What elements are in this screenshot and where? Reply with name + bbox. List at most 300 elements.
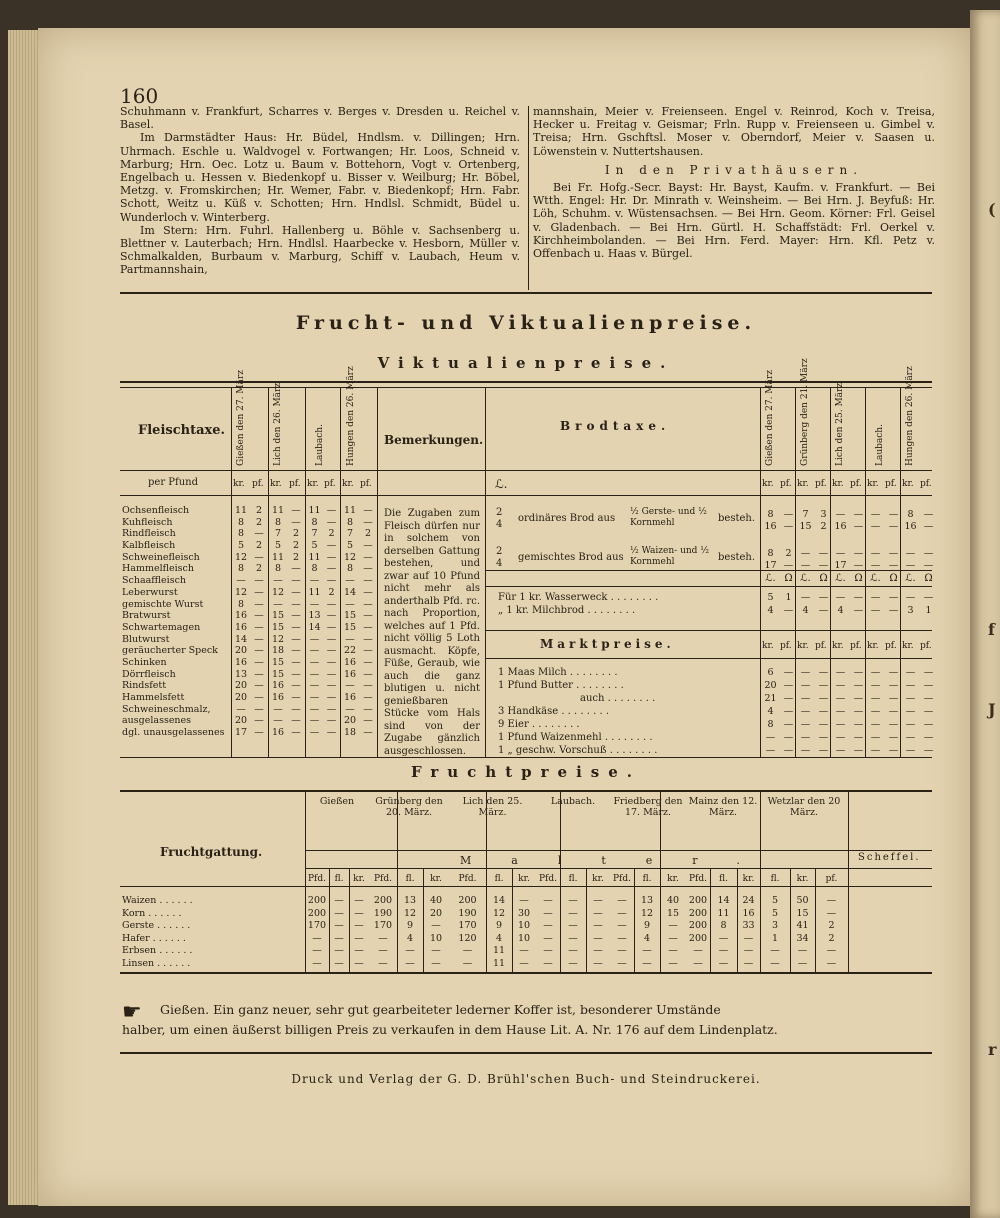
fleisch-value: 2: [255, 516, 263, 528]
frucht-value: —: [593, 945, 603, 956]
markt-empty: —: [835, 706, 846, 717]
frucht-value: —: [826, 907, 837, 919]
markt-empty: —: [853, 680, 864, 691]
loth-unit-mark: Ω: [819, 573, 828, 584]
fleisch-value: 5: [311, 540, 318, 552]
markt-empty: —: [818, 680, 829, 691]
frucht-value: —: [354, 957, 364, 969]
frucht-value: —: [378, 957, 388, 969]
frucht-value: —: [770, 945, 780, 956]
frucht-item-label: Korn . . . . . .: [122, 907, 182, 919]
markt-empty: —: [923, 667, 934, 678]
frucht-value: 190: [373, 907, 393, 919]
fleisch-value: —: [291, 575, 301, 587]
fleisch-value: —: [254, 680, 264, 692]
brot-mix: ½ Gerste- und ½ Kornmehl: [630, 507, 707, 528]
frucht-value: —: [405, 945, 415, 956]
brot-qty: 2: [496, 507, 503, 518]
kr-label: kr.: [342, 479, 354, 489]
brot-extra-text: Für 1 kr. Wasserweck: [498, 592, 608, 603]
brot-value: —: [818, 605, 829, 616]
left-text-column: [120, 105, 520, 277]
fleisch-value: —: [273, 703, 283, 715]
fleisch-value: 11: [271, 551, 285, 563]
brot-value: 8: [767, 509, 774, 520]
pf-label: pf.: [289, 479, 301, 489]
fleisch-value: 8: [237, 516, 245, 528]
brot-value: 2: [785, 548, 792, 559]
fleisch-value: 12: [234, 551, 248, 563]
markt-empty: —: [800, 719, 811, 730]
brot-value: 1: [785, 592, 792, 603]
pf-label: pf.: [885, 641, 897, 651]
fleisch-value: 11: [343, 505, 357, 516]
fleisch-item: Schinken: [122, 656, 167, 668]
brot-mix: ½ Waizen- und ½ Kornmehl: [630, 546, 710, 567]
frucht-item-label: Hafer . . . . . .: [122, 932, 186, 944]
fleisch-value: 5: [274, 540, 282, 552]
frucht-value: —: [354, 920, 364, 931]
brot-value: —: [783, 605, 794, 616]
frucht-value: 12: [492, 907, 506, 919]
markt-value: 6: [767, 667, 774, 678]
frucht-value: —: [826, 945, 837, 956]
brot-value: —: [905, 548, 916, 559]
frucht-town-header: Gießen: [319, 796, 355, 807]
frucht-value: —: [593, 957, 603, 969]
fleisch-value: —: [291, 621, 301, 633]
fleisch-value: 11: [308, 586, 321, 598]
pf-label: pf.: [780, 641, 792, 651]
frucht-value: —: [617, 907, 627, 919]
fleisch-value: —: [363, 621, 373, 633]
brot-value: —: [870, 605, 881, 616]
value-column: [287, 505, 305, 739]
fleisch-item: Kuhfleisch: [122, 516, 173, 528]
fleisch-value: 16: [343, 656, 357, 668]
frucht-sub-header: kr.: [353, 874, 365, 884]
paragraph: Schuhmann v. Frankfurt, Scharres v. Berges v. Dresden u. Reichel v. Basel.: [120, 105, 520, 132]
markt-empty: —: [870, 745, 881, 756]
frucht-value: —: [543, 907, 553, 919]
brot-value: —: [818, 548, 829, 559]
fleisch-value: —: [363, 668, 373, 680]
frucht-value: —: [543, 895, 553, 906]
frucht-sub-header: Pfd.: [612, 874, 631, 884]
fleisch-value: —: [309, 645, 320, 657]
frucht-value: —: [568, 932, 578, 944]
brot-value: —: [783, 560, 794, 571]
fleisch-value: —: [363, 575, 373, 587]
fleisch-value: —: [363, 727, 373, 739]
fleisch-value: —: [273, 715, 283, 727]
col-divider: [377, 388, 378, 757]
frucht-value: 4: [406, 932, 414, 944]
pf-label: pf.: [780, 479, 792, 489]
frucht-value: 13: [403, 895, 417, 906]
fleisch-value: —: [363, 656, 373, 668]
pf-label: pf.: [815, 479, 827, 489]
facing-page-edge: [970, 10, 1000, 1218]
frucht-value: —: [354, 907, 364, 919]
fleisch-value: —: [326, 540, 337, 552]
frucht-value: —: [797, 945, 808, 956]
frucht-value: 5: [771, 907, 779, 919]
brot-label: gemischtes Brod aus: [518, 552, 624, 563]
fleisch-value: —: [254, 668, 264, 680]
right-text-column: [533, 105, 935, 260]
brot-label: ordinäres Brod aus: [518, 513, 616, 524]
markt-empty: —: [905, 719, 916, 730]
frucht-value: —: [334, 895, 344, 906]
markt-value: —: [783, 667, 794, 678]
fleisch-value: —: [309, 703, 320, 715]
frucht-value: —: [543, 945, 553, 956]
frucht-value: —: [718, 957, 729, 969]
frucht-value: 2: [828, 932, 835, 944]
fleisch-value: 2: [255, 563, 263, 575]
frucht-sub-header: Pfd.: [373, 874, 392, 884]
frucht-sub-header: fl.: [770, 874, 780, 884]
fleisch-value: 12: [234, 586, 248, 598]
markt-empty: —: [905, 732, 916, 743]
kr-label: kr.: [233, 479, 245, 489]
frucht-town-header: Lich den 25. März.: [462, 796, 523, 818]
fleisch-item: Schweinefleisch: [122, 551, 200, 563]
brot-value: —: [818, 560, 829, 571]
markt-row-label: 1 Maas Milch . . . . . . . .: [498, 667, 618, 678]
imprint-footer: Druck und Verlag der G. D. Brühl'schen Buch- und Steindruckerei.: [291, 1072, 761, 1086]
fleisch-item-list: [122, 505, 230, 739]
paragraph: Im Stern: Hrn. Fuhrl. Hallenberg u. Böhle v. Sachsenberg u. Blettner v. Lauterbach; Hrn. Hndlsl. Haarbecke v. Hesborn, Müller v. Schmalkalden, Burbaum v. Marburg, Schiff v. Laubach, Heum v. Partmannshain,: [120, 223, 520, 277]
brodtaxe-header: Brodtaxe.: [560, 419, 671, 433]
markt-row-label: auch . . . . . . . .: [580, 693, 656, 704]
marktpreise-header: Marktpreise.: [540, 637, 675, 651]
fleisch-value: —: [291, 633, 301, 645]
frucht-value: —: [617, 932, 627, 944]
markt-row-label: 1 „ geschw. Vorschuß . . . . . . . .: [498, 745, 658, 756]
fleisch-value: 2: [292, 528, 300, 540]
kr-label: kr.: [307, 479, 319, 489]
fleisch-value: 8: [346, 516, 354, 528]
fleisch-item: Blutwurst: [122, 633, 170, 645]
frucht-value: —: [354, 945, 364, 956]
markt-value: —: [765, 732, 776, 743]
frucht-value: —: [668, 920, 678, 931]
frucht-sub-header: kr.: [518, 874, 530, 884]
frucht-sub-header: Pfd.: [688, 874, 707, 884]
fleisch-value: —: [363, 610, 373, 622]
pf-label: pf.: [360, 479, 372, 489]
markt-row-label: 3 Handkäse . . . . . . . .: [498, 706, 609, 717]
fleisch-value: —: [309, 715, 320, 727]
column-divider: [528, 106, 529, 290]
frucht-value: —: [593, 920, 603, 931]
brot-suffix: besteh.: [718, 552, 756, 563]
frucht-value: —: [519, 957, 529, 969]
fleisch-value: —: [291, 680, 301, 692]
brot-extra-label: Für 1 kr. Wasserweck . . . . . . . .: [498, 592, 659, 603]
frucht-value: —: [797, 957, 808, 969]
fleisch-value: 12: [271, 586, 285, 598]
markt-empty: —: [835, 719, 846, 730]
frucht-value: —: [718, 932, 729, 944]
fleisch-value: —: [254, 575, 264, 587]
frucht-value: —: [668, 957, 678, 969]
fleisch-value: —: [254, 727, 264, 739]
fleisch-value: 7: [346, 528, 354, 540]
loth-unit-mark: Ω: [924, 573, 933, 584]
loth-unit-mark: Ω: [784, 573, 793, 584]
value-column: [341, 505, 359, 739]
brot-value: 2: [820, 521, 827, 532]
fleisch-item: geräucherter Speck: [122, 645, 218, 657]
pf-label: pf.: [920, 641, 932, 651]
markt-label-text: 1 Maas Milch: [498, 667, 567, 678]
markt-empty: —: [818, 745, 829, 756]
fleisch-value: —: [254, 703, 264, 715]
frucht-value: 170: [307, 920, 327, 931]
brot-value: —: [888, 521, 899, 532]
brot-value: 16: [904, 521, 917, 532]
frucht-value: 16: [742, 907, 755, 919]
frucht-sub-header: fl.: [568, 874, 578, 884]
frucht-value: 15: [666, 907, 680, 919]
frucht-town-header: Mainz den 12. März.: [688, 796, 758, 818]
notice-line: halber, um einen äußerst billigen Preis zu verkaufen in dem Hause Lit. A. Nr. 176 auf dem Lindenplatz.: [122, 1022, 778, 1037]
fleisch-value: 16: [271, 727, 285, 739]
header-bottom-rule: [120, 886, 932, 887]
markt-value: —: [783, 680, 794, 691]
facing-page-fragment: f: [988, 620, 995, 639]
town-header: Gießen den 27. März: [765, 370, 775, 466]
brot-value: —: [870, 509, 881, 520]
markt-empty: —: [923, 719, 934, 730]
kr-label: kr.: [762, 641, 774, 651]
frucht-value: —: [617, 920, 627, 931]
markt-empty: —: [835, 680, 846, 691]
pf-label: pf.: [920, 479, 932, 489]
fleisch-value: 18: [271, 645, 285, 657]
frucht-value: 200: [688, 907, 708, 919]
markt-value: 21: [764, 693, 777, 704]
brot-value: —: [818, 592, 829, 603]
frucht-value: 10: [429, 932, 443, 944]
fleisch-value: —: [236, 703, 246, 715]
frucht-value: 4: [643, 932, 651, 944]
main-title: Frucht- und Viktualienpreise.: [295, 312, 757, 334]
frucht-value: 10: [517, 932, 531, 944]
per-pfund-label: per Pfund: [148, 477, 198, 488]
frucht-value: 14: [717, 895, 730, 906]
fleisch-item: ausgelassenes: [122, 715, 192, 727]
fleisch-value: 11: [271, 505, 285, 516]
frucht-value: 200: [458, 895, 477, 906]
fleisch-value: 15: [271, 668, 285, 680]
frucht-value: —: [568, 895, 578, 906]
brot-value: —: [870, 560, 881, 571]
frucht-value: 4: [495, 932, 503, 944]
frucht-value: 9: [495, 920, 503, 931]
bemerkungen-header: Bemerkungen.: [384, 433, 484, 447]
brot-qty: 4: [496, 519, 503, 530]
fleisch-value: —: [254, 528, 264, 540]
fleisch-value: —: [326, 656, 337, 668]
fleisch-value: 11: [234, 505, 248, 516]
markt-empty: —: [870, 693, 881, 704]
row-rule: [485, 658, 932, 659]
fleisch-value: —: [309, 656, 320, 668]
frucht-value: —: [312, 945, 322, 956]
fleisch-value: —: [363, 692, 373, 703]
brot-value: —: [783, 509, 794, 520]
frucht-value: 170: [373, 920, 393, 931]
fleisch-value: —: [254, 633, 264, 645]
fleisch-item: Kalbfleisch: [122, 540, 176, 552]
kr-label: kr.: [270, 479, 282, 489]
fleisch-value: 2: [364, 528, 372, 540]
facing-page-fragment: (: [988, 200, 996, 219]
fleisch-value: —: [326, 598, 337, 610]
pf-label: pf.: [252, 479, 264, 489]
town-header: Hungen den 26. März: [346, 366, 356, 466]
kr-label: kr.: [797, 479, 809, 489]
markt-empty: —: [888, 693, 899, 704]
frucht-value: —: [462, 945, 473, 956]
fleisch-value: 16: [271, 680, 285, 692]
frucht-item-label: Erbsen . . . . . .: [122, 945, 193, 956]
markt-empty: —: [835, 693, 846, 704]
fleisch-value: —: [309, 727, 320, 739]
fleisch-value: 15: [271, 656, 285, 668]
fleisch-value: 2: [292, 540, 300, 552]
fleisch-value: 16: [343, 668, 357, 680]
brot-value: —: [923, 560, 934, 571]
markt-empty: —: [905, 680, 916, 691]
frucht-value: —: [462, 957, 473, 969]
frucht-value: 40: [429, 895, 443, 906]
fleisch-value: 8: [274, 516, 282, 528]
markt-empty: —: [905, 745, 916, 756]
markt-empty: —: [870, 719, 881, 730]
fleisch-value: —: [326, 516, 337, 528]
frucht-value: 9: [406, 920, 414, 931]
town-header: Gießen den 27. März: [236, 370, 246, 466]
frucht-value: 200: [688, 920, 708, 931]
brot-value: —: [923, 509, 934, 520]
frucht-sub-header: Pfd.: [458, 874, 477, 884]
frucht-value: 200: [307, 895, 327, 906]
fleisch-value: 7: [274, 528, 282, 540]
fleisch-value: 12: [343, 551, 357, 563]
loth-symbol: ℒ.: [495, 477, 508, 491]
frucht-value: 120: [458, 932, 477, 944]
frucht-sub-header: fl.: [642, 874, 652, 884]
frucht-value: —: [743, 957, 754, 969]
fleisch-value: 2: [255, 540, 263, 552]
fleisch-item: Schweineschmalz,: [122, 703, 211, 715]
markt-empty: —: [800, 693, 811, 704]
markt-empty: —: [835, 732, 846, 743]
fleisch-value: —: [291, 586, 301, 598]
frucht-value: 34: [796, 932, 809, 944]
frucht-value: 50: [796, 895, 809, 906]
brot-qty: 4: [496, 558, 503, 569]
brot-value: —: [835, 548, 846, 559]
frucht-value: —: [354, 895, 364, 906]
frucht-value: —: [617, 945, 627, 956]
value-column: [359, 505, 377, 739]
fleisch-item: Schaaffleisch: [122, 575, 187, 587]
frucht-value: —: [354, 932, 364, 944]
frucht-value: —: [431, 957, 441, 969]
fleisch-value: 22: [343, 645, 357, 657]
fleisch-value: —: [345, 703, 355, 715]
kr-label: kr.: [867, 641, 879, 651]
fleischtaxe-header: Fleischtaxe.: [138, 423, 226, 438]
fleisch-value: 8: [274, 563, 282, 575]
page-stack-left-edge: [8, 30, 40, 1205]
markt-empty: —: [853, 667, 864, 678]
frucht-item-label: Linsen . . . . . .: [122, 957, 191, 969]
brot-value: —: [888, 605, 899, 616]
markt-empty: —: [835, 745, 846, 756]
markt-row-label: 1 Pfund Waizenmehl . . . . . . . .: [498, 732, 653, 743]
markt-empty: —: [818, 719, 829, 730]
fruchtgattung-header: Fruchtgattung.: [160, 845, 263, 859]
col-divider: [760, 388, 761, 757]
fleisch-value: 16: [234, 656, 248, 668]
frucht-value: —: [405, 957, 415, 969]
markt-value: —: [765, 745, 776, 756]
fleisch-value: —: [326, 703, 337, 715]
fleisch-value: —: [363, 703, 373, 715]
fleisch-value: 17: [234, 727, 248, 739]
viktualien-title: Viktualienpreise.: [377, 354, 675, 372]
markt-empty: —: [853, 745, 864, 756]
fleisch-value: —: [363, 505, 373, 516]
frucht-value: 33: [742, 920, 755, 931]
frucht-value: —: [378, 932, 388, 944]
loth-unit-mark: ℒ.: [765, 573, 776, 584]
brot-value: 1: [925, 605, 932, 616]
brot-value: 7: [802, 509, 809, 520]
fleisch-value: 8: [311, 563, 318, 575]
fleisch-value: —: [254, 656, 264, 668]
markt-empty: —: [905, 693, 916, 704]
markt-empty: —: [818, 667, 829, 678]
markt-empty: —: [870, 667, 881, 678]
fleisch-value: —: [326, 727, 337, 739]
brot-value: 4: [767, 605, 774, 616]
frucht-value: 200: [688, 895, 708, 906]
fleisch-value: 2: [292, 551, 300, 563]
frucht-table-bottom-rule: [120, 972, 932, 974]
frucht-item-text: Hafer: [122, 932, 150, 944]
section-rule: [120, 292, 932, 294]
fleisch-value: —: [291, 505, 301, 516]
markt-empty: —: [923, 693, 934, 704]
markt-empty: —: [905, 667, 916, 678]
frucht-value: —: [617, 957, 627, 969]
header-rule: [305, 850, 932, 851]
brot-value: 3: [907, 605, 914, 616]
facing-page-fragment: J: [988, 700, 996, 719]
markt-value: 4: [767, 706, 774, 717]
markt-value: —: [783, 706, 794, 717]
fleisch-value: 15: [343, 621, 357, 633]
markt-empty: —: [818, 706, 829, 717]
